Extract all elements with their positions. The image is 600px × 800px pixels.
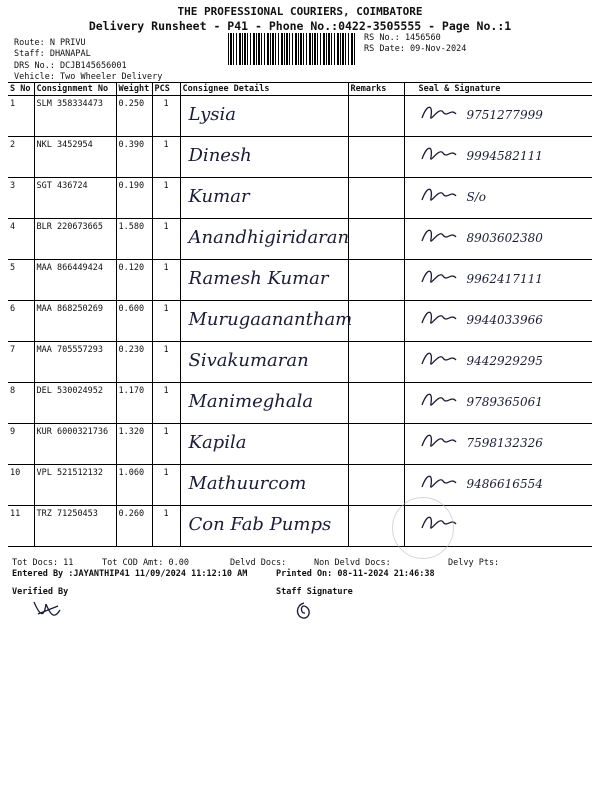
row-signature-phone: 7598132326 <box>466 436 543 450</box>
row-weight: 0.600 <box>116 301 152 342</box>
row-signature-phone: 9994582111 <box>466 149 543 163</box>
row-signature-phone: 9751277999 <box>466 108 543 122</box>
table-row <box>8 424 592 465</box>
row-pieces: 1 <box>152 465 180 506</box>
row-pieces: 1 <box>152 342 180 383</box>
row-remarks <box>348 301 404 342</box>
delivery-points: Delvy Pts: <box>448 558 500 568</box>
staff-signature-mark <box>292 600 316 622</box>
row-serial-number: 3 <box>8 178 34 219</box>
row-serial-number: 1 <box>8 96 34 137</box>
row-consignee-cell <box>180 342 348 383</box>
row-serial-number: 7 <box>8 342 34 383</box>
row-signature-phone: 9789365061 <box>466 395 543 409</box>
row-consignment-number: DEL 530024952 <box>34 383 116 424</box>
entered-by: Entered By :JAYANTHIP41 11/09/2024 11:12:10 AM <box>12 569 248 579</box>
verified-by-label: Verified By <box>12 587 69 597</box>
row-consignee-cell <box>180 178 348 219</box>
staff-label: Staff: DHANAPAL <box>14 49 91 59</box>
row-consignee-cell <box>180 383 348 424</box>
table-row <box>8 383 592 424</box>
total-cod: Tot COD Amt: 0.00 <box>102 558 189 568</box>
col-header-signature: Seal & Signature <box>404 83 592 96</box>
row-signature-cell <box>404 301 592 342</box>
row-consignee-cell <box>180 260 348 301</box>
row-signature-scribble <box>419 141 459 169</box>
row-consignee-handwritten: Kumar <box>188 186 250 207</box>
row-consignee-handwritten: Murugaanantham <box>188 309 353 330</box>
col-header-sno: S No <box>8 83 34 96</box>
row-signature-scribble <box>419 469 459 497</box>
row-consignee-cell <box>180 137 348 178</box>
row-signature-phone: S/o <box>466 190 486 204</box>
row-consignment-number: NKL 3452954 <box>34 137 116 178</box>
row-consignee-handwritten: Kapila <box>188 432 247 453</box>
row-remarks <box>348 424 404 465</box>
row-serial-number: 10 <box>8 465 34 506</box>
table-row <box>8 178 592 219</box>
row-pieces: 1 <box>152 260 180 301</box>
row-consignee-cell <box>180 219 348 260</box>
row-weight: 0.230 <box>116 342 152 383</box>
table-row <box>8 506 592 547</box>
table-header-row <box>8 83 592 96</box>
col-header-consignee: Consignee Details <box>180 83 348 96</box>
row-serial-number: 8 <box>8 383 34 424</box>
row-weight: 0.190 <box>116 178 152 219</box>
row-weight: 1.320 <box>116 424 152 465</box>
row-signature-scribble <box>419 346 459 374</box>
delivered-docs: Delvd Docs: <box>230 558 287 568</box>
row-remarks <box>348 96 404 137</box>
row-weight: 0.260 <box>116 506 152 547</box>
row-pieces: 1 <box>152 96 180 137</box>
row-signature-scribble <box>419 387 459 415</box>
row-remarks <box>348 465 404 506</box>
row-weight: 1.060 <box>116 465 152 506</box>
row-signature-scribble <box>419 428 459 456</box>
barcode-image <box>228 33 356 65</box>
row-remarks <box>348 137 404 178</box>
row-consignee-handwritten: Manimeghala <box>188 391 314 412</box>
row-consignee-cell <box>180 301 353 342</box>
non-delivered-docs: Non Delvd Docs: <box>314 558 391 568</box>
row-signature-scribble <box>419 100 459 128</box>
drs-number: DRS No.: DCJB145656001 <box>14 61 127 71</box>
row-consignee-handwritten: Lysia <box>188 104 237 125</box>
row-consignment-number: KUR 6000321736 <box>34 424 116 465</box>
runsheet-table <box>8 83 592 547</box>
row-pieces: 1 <box>152 383 180 424</box>
row-serial-number: 4 <box>8 219 34 260</box>
row-consignment-number: MAA 868250269 <box>34 301 116 342</box>
row-consignee-handwritten: Sivakumaran <box>188 350 309 371</box>
vehicle-label: Vehicle: Two Wheeler Delivery <box>14 72 163 82</box>
row-serial-number: 5 <box>8 260 34 301</box>
row-pieces: 1 <box>152 301 180 342</box>
row-signature-scribble <box>419 305 459 333</box>
col-header-weight: Weight <box>116 83 152 96</box>
col-header-pcs: PCS <box>152 83 180 96</box>
table-row <box>8 301 592 342</box>
row-pieces: 1 <box>152 506 180 547</box>
row-consignee-cell <box>180 506 348 547</box>
row-signature-cell <box>404 219 592 260</box>
row-consignment-number: VPL 521512132 <box>34 465 116 506</box>
row-consignee-cell <box>180 465 348 506</box>
row-signature-phone: 8903602380 <box>466 231 543 245</box>
row-consignment-number: BLR 220673665 <box>34 219 116 260</box>
row-remarks <box>348 178 404 219</box>
col-header-consignment: Consignment No <box>34 83 116 96</box>
row-consignee-handwritten: Ramesh Kumar <box>188 268 329 289</box>
row-signature-cell <box>404 342 592 383</box>
row-consignee-handwritten: Anandhigiridaran <box>188 227 350 248</box>
row-pieces: 1 <box>152 178 180 219</box>
rs-date: RS Date: 09-Nov-2024 <box>364 44 467 54</box>
row-pieces: 1 <box>152 424 180 465</box>
row-consignment-number: MAA 705557293 <box>34 342 116 383</box>
row-signature-scribble <box>419 182 459 210</box>
row-signature-cell <box>404 260 592 301</box>
row-signature-cell <box>404 424 592 465</box>
company-name: THE PROFESSIONAL COURIERS, COIMBATORE <box>177 5 423 18</box>
row-signature-scribble <box>419 223 459 251</box>
row-weight: 1.170 <box>116 383 152 424</box>
table-row <box>8 137 592 178</box>
row-signature-phone: 9442929295 <box>466 354 543 368</box>
staff-signature-label: Staff Signature <box>276 587 353 597</box>
row-consignee-cell <box>180 424 348 465</box>
table-row <box>8 96 592 137</box>
row-pieces: 1 <box>152 137 180 178</box>
table-row <box>8 465 592 506</box>
col-header-remarks: Remarks <box>348 83 404 96</box>
row-signature-phone: 9486616554 <box>466 477 543 491</box>
row-signature-cell <box>404 383 592 424</box>
row-weight: 0.120 <box>116 260 152 301</box>
route-label: Route: N PRIVU <box>14 38 86 48</box>
table-row <box>8 260 592 301</box>
row-remarks <box>348 219 404 260</box>
row-serial-number: 11 <box>8 506 34 547</box>
row-weight: 0.250 <box>116 96 152 137</box>
row-weight: 0.390 <box>116 137 152 178</box>
row-remarks <box>348 383 404 424</box>
row-weight: 1.580 <box>116 219 152 260</box>
row-serial-number: 6 <box>8 301 34 342</box>
row-signature-cell <box>404 178 592 219</box>
row-serial-number: 2 <box>8 137 34 178</box>
rs-number: RS No.: 1456560 <box>364 33 441 43</box>
row-consignee-handwritten: Mathuurcom <box>188 473 307 494</box>
row-signature-scribble <box>419 264 459 292</box>
runsheet-title: Delivery Runsheet - P41 - Phone No.:0422-3505555 - Page No.:1 <box>88 19 512 33</box>
row-signature-phone: 9962417111 <box>466 272 543 286</box>
row-consignment-number: SGT 436724 <box>34 178 116 219</box>
printed-on: Printed On: 08-11-2024 21:46:38 <box>276 569 435 579</box>
row-signature-cell <box>404 96 592 137</box>
row-serial-number: 9 <box>8 424 34 465</box>
row-pieces: 1 <box>152 219 180 260</box>
row-remarks <box>348 342 404 383</box>
row-consignee-cell <box>180 96 348 137</box>
row-remarks <box>348 260 404 301</box>
row-consignee-handwritten: Dinesh <box>188 145 252 166</box>
row-consignment-number: TRZ 71250453 <box>34 506 116 547</box>
delivery-seal-stamp <box>392 497 454 559</box>
table-row <box>8 342 592 383</box>
row-consignee-handwritten: Con Fab Pumps <box>188 514 332 535</box>
verifier-signature <box>30 596 66 624</box>
row-consignment-number: SLM 358334473 <box>34 96 116 137</box>
total-docs: Tot Docs: 11 <box>12 558 74 568</box>
row-signature-cell <box>404 137 592 178</box>
row-signature-phone: 9944033966 <box>466 313 543 327</box>
table-row <box>8 219 592 260</box>
row-consignment-number: MAA 866449424 <box>34 260 116 301</box>
